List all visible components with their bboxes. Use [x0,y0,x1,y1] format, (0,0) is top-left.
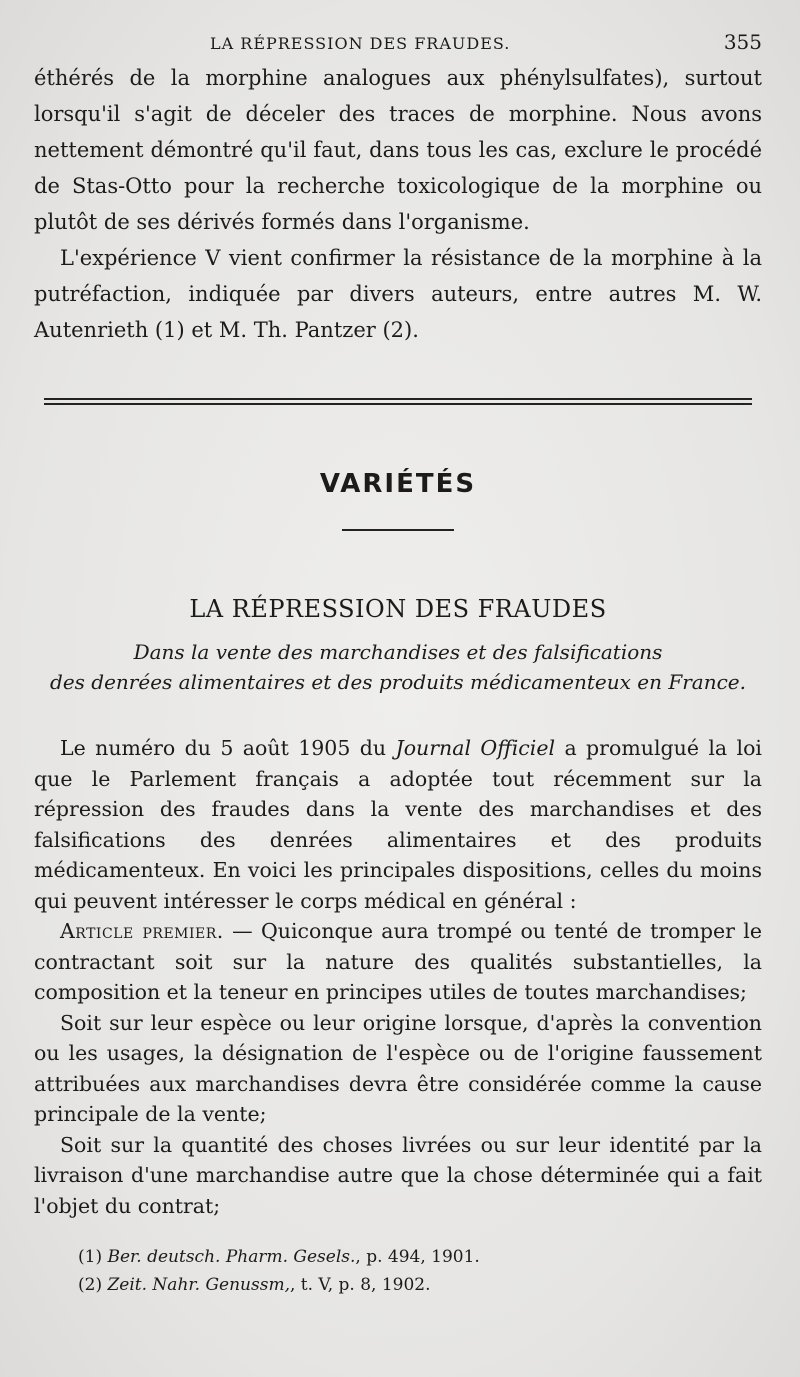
footnote-1 [78,1243,762,1271]
article-subtitle [34,637,762,697]
footnote-2 [78,1271,762,1299]
subtitle-line-2: des denrées alimentaires et des produits médicamenteux en France. [50,670,746,694]
running-title: LA RÉPRESSION DES FRAUDES. [210,34,511,53]
article-title: LA RÉPRESSION DES FRAUDES [189,595,607,623]
article-1-text: — Quiconque aura trompé ou tenté de tromper le contractant soit sur la nature des qualités substantielles, la composition et la teneur en principes utiles de toutes marchandises; [34,919,762,1004]
footnote-2-source: Zeit. Nahr. Genussm, [107,1275,290,1295]
continued-text [34,60,762,348]
continued-paragraph-2: L'expérience V vient confirmer la résistance de la morphine à la putréfaction, indiquée par divers auteurs, entre autres M. W. Autenrieth (1) et M. Th. Pantzer (2). [34,246,762,342]
footnote-1-source: Ber. deutsch. Pharm. Gesels. [107,1247,356,1267]
journal-name: Journal Officiel [395,736,556,760]
article-paragraph-2 [34,916,762,1008]
short-rule-divider [342,529,454,531]
footnote-2-ref: , t. V, p. 8, 1902. [289,1275,431,1295]
double-rule-divider [44,398,752,405]
article-label: Article premier. [60,919,224,943]
paragraph-1-part-1: Le numéro du 5 août 1905 du [60,736,396,760]
footnote-1-ref: , p. 494, 1901. [355,1247,480,1267]
article-paragraph-3: Soit sur leur espèce ou leur origine lorsque, d'après la convention ou les usages, la désignation de l'espèce ou de l'origine faussement attribuées aux marchandises devra être considérée comme la cause principale de la vente; [34,1010,762,1126]
footnote-1-number: (1) [78,1247,108,1267]
subtitle-line-1: Dans la vente des marchandises et des falsifications [133,640,663,664]
running-header [34,30,762,60]
paragraph-1-part-2: a promulgué la loi que le Parlement français a adoptée tout récemment sur la répression des fraudes dans la vente des marchandises et des falsifications des denrées alimentaires et des produits médicamenteux. En voici les principales dispositions, celles du moins qui peuvent intéresser le corps médical en général : [34,736,762,913]
continued-paragraph-1: éthérés de la morphine analogues aux phénylsulfates), surtout lorsqu'il s'agit de déceler des traces de morphine. Nous avons nettement démontré qu'il faut, dans tous les cas, exclure le procédé de Stas-Otto pour la recherche toxicologique de la morphine ou plutôt de ses dérivés formés dans l'organisme. [34,66,762,234]
footnote-2-number: (2) [78,1275,108,1295]
article-paragraph-1 [34,733,762,916]
article-paragraph-4: Soit sur la quantité des choses livrées ou sur leur identité par la livraison d'une marchandise autre que la chose déterminée qui a fait l'objet du contrat; [34,1132,762,1218]
article-body [34,733,762,1221]
section-title: VARIÉTÉS [319,469,477,499]
footnotes [34,1243,762,1299]
page-number: 355 [723,30,762,54]
